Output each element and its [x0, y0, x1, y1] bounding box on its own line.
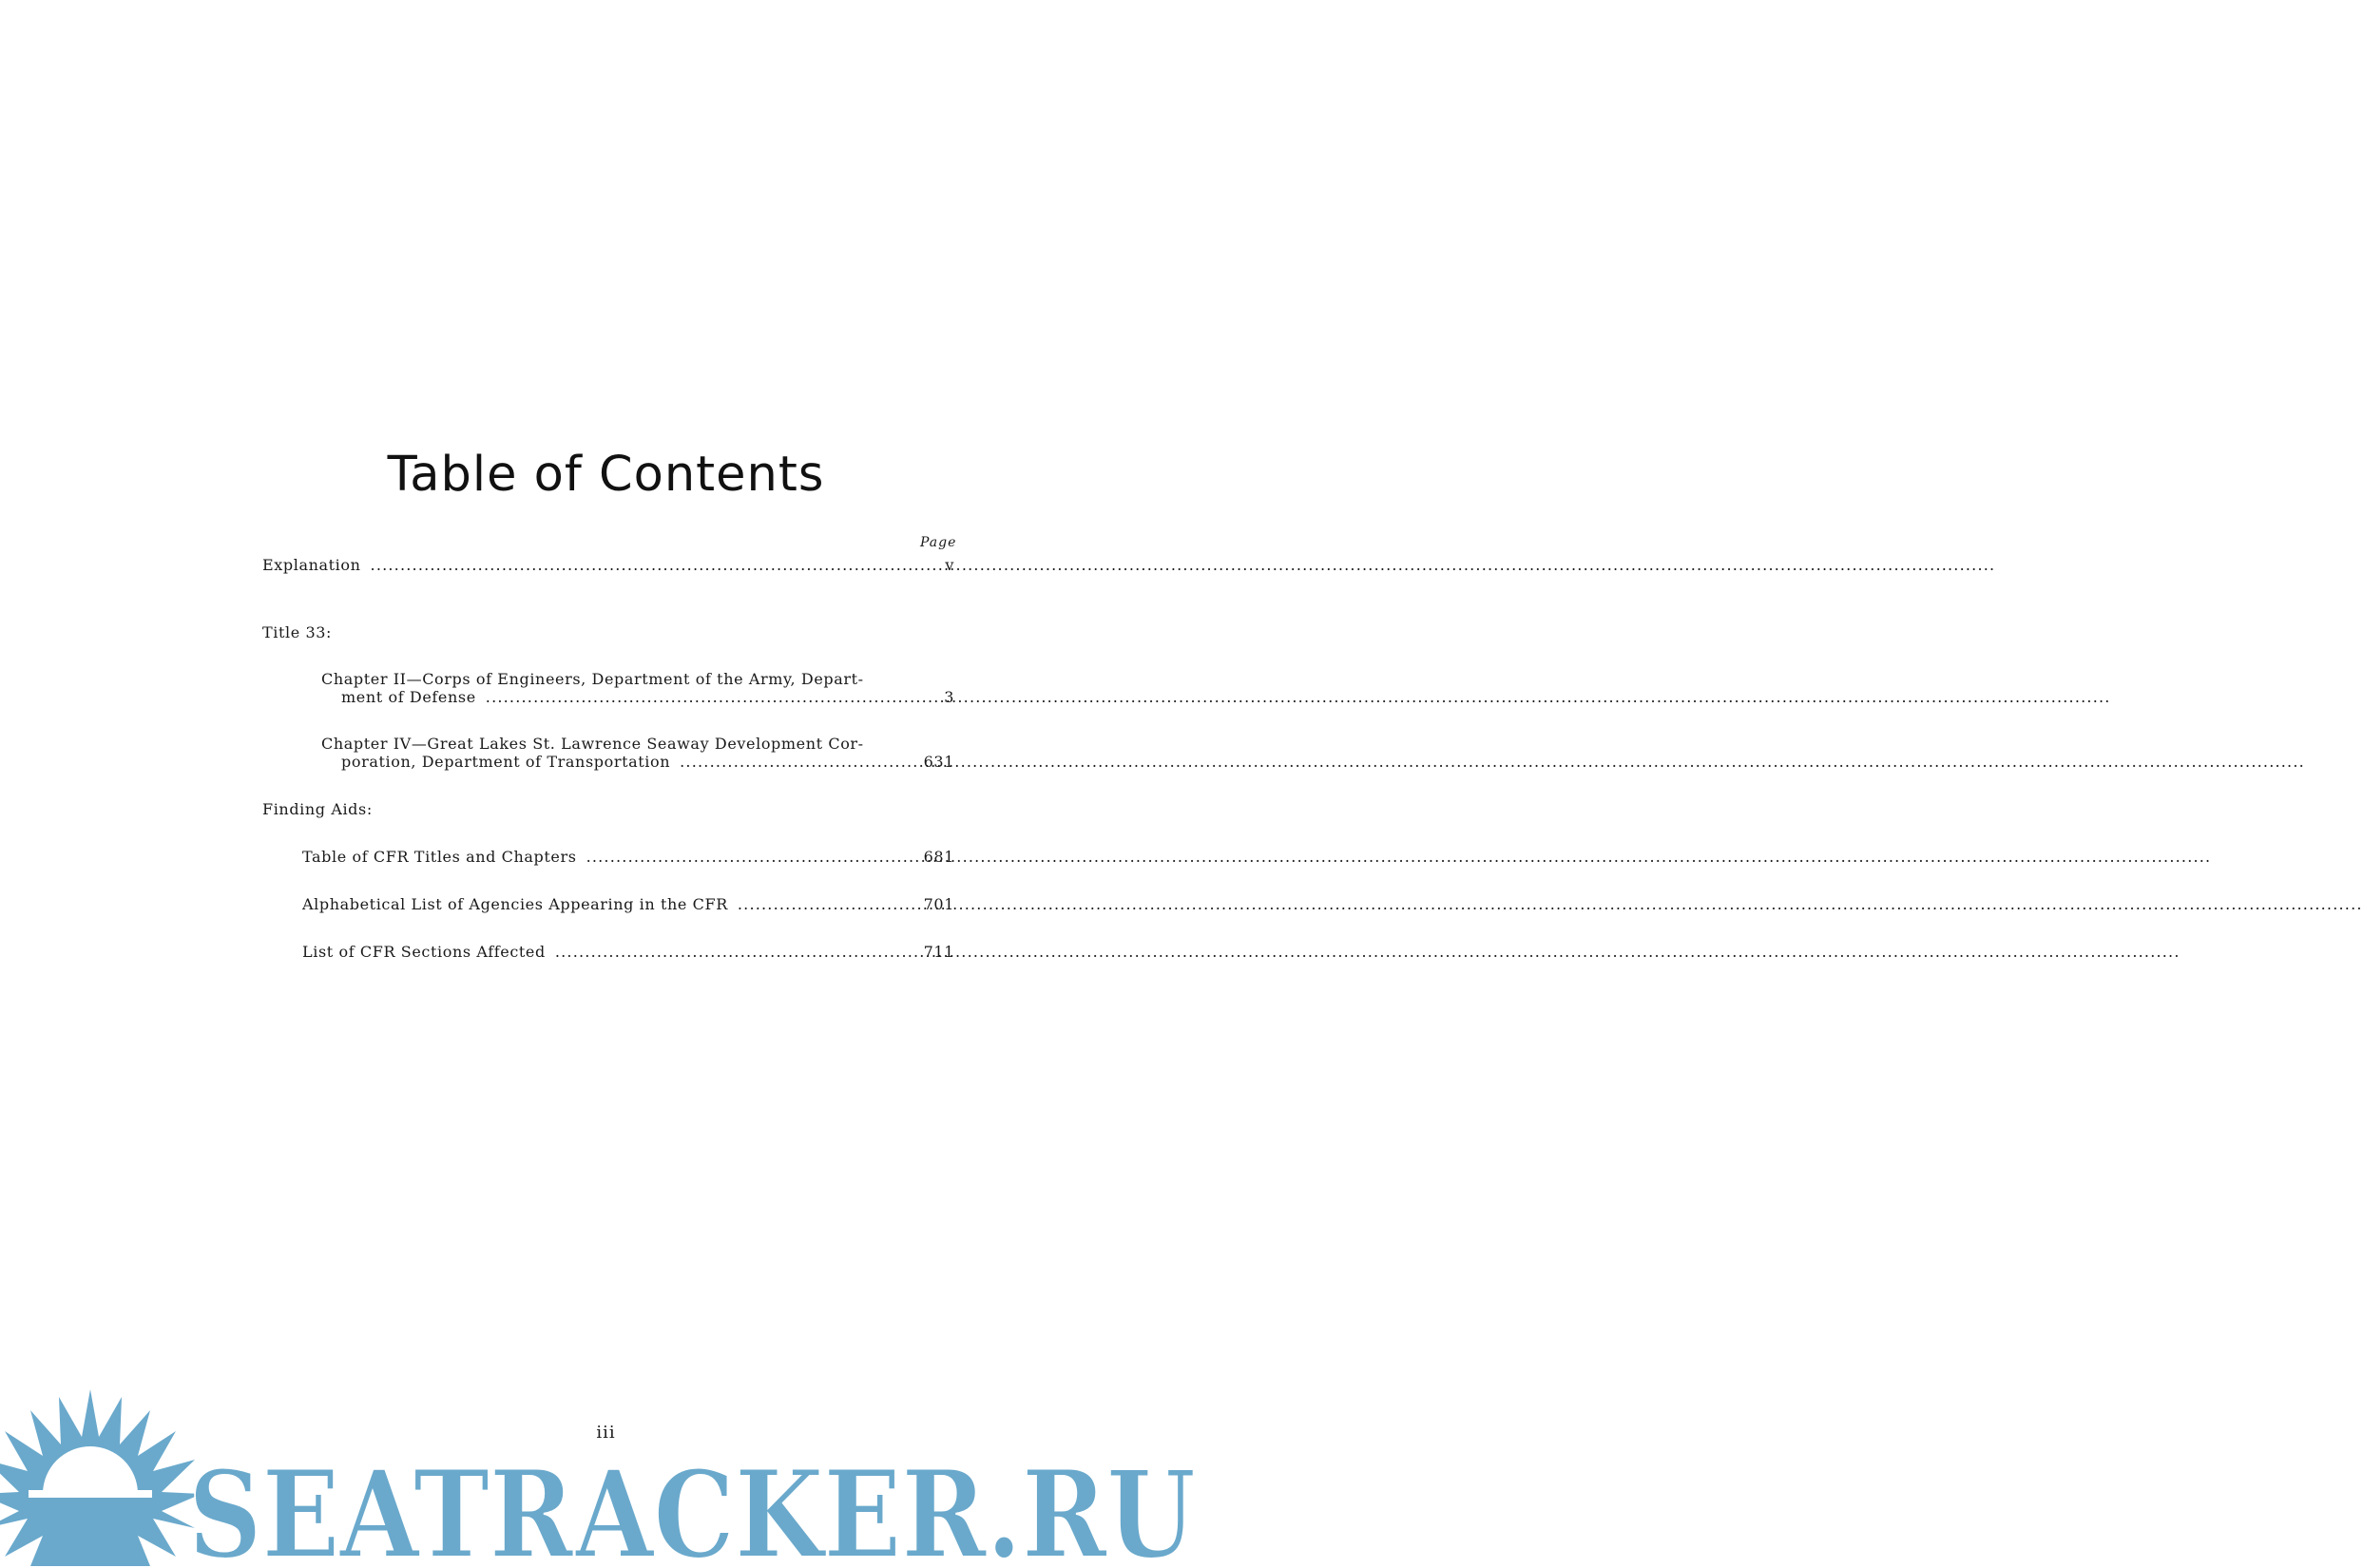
- dot-leader: [738, 895, 2363, 913]
- toc-entry-label: Alphabetical List of Agencies Appearing in the CFR: [302, 895, 728, 913]
- sunburst-logo-icon: [0, 1389, 202, 1566]
- dot-leader: [555, 943, 2180, 961]
- page-title: Table of Contents: [387, 447, 825, 503]
- toc-entry-label: Table of CFR Titles and Chapters: [302, 848, 577, 866]
- watermark-text: SEATRACKER.RU: [188, 1444, 1196, 1568]
- toc-entry-label-line2: poration, Department of Transportation: [341, 753, 671, 771]
- page-number: iii: [596, 1423, 616, 1443]
- toc-page-number: 711: [923, 943, 954, 961]
- toc-entry-label: Explanation: [262, 556, 361, 574]
- toc-page-number: v: [945, 556, 954, 574]
- toc-entry-chapter-ii[interactable]: [321, 670, 882, 706]
- toc-entry-cfr-titles[interactable]: [302, 848, 882, 866]
- toc-page-number: 3: [944, 688, 954, 706]
- toc-page-number: 701: [923, 895, 954, 913]
- toc-entry-label-line1: Chapter IV—Great Lakes St. Lawrence Seaway Development Cor-: [321, 735, 864, 753]
- page-column-label: Page: [920, 535, 957, 550]
- dot-leader: [486, 688, 2111, 706]
- section-heading-title-33: Title 33:: [262, 623, 333, 641]
- toc-page-number: 681: [923, 848, 954, 866]
- toc-entry-sections-affected[interactable]: [302, 943, 882, 961]
- section-heading-finding-aids: Finding Aids:: [262, 800, 373, 818]
- toc-page-number: 631: [923, 753, 954, 771]
- toc-entry-chapter-iv[interactable]: [321, 735, 882, 771]
- toc-entry-label-line1: Chapter II—Corps of Engineers, Department of the Army, Depart-: [321, 670, 864, 688]
- toc-entry-label-line2: ment of Defense: [341, 688, 476, 706]
- watermark: [0, 1387, 1212, 1568]
- toc-entry-agencies-list[interactable]: [302, 895, 882, 913]
- toc-entry-explanation[interactable]: [262, 556, 882, 574]
- toc-entry-label: List of CFR Sections Affected: [302, 943, 546, 961]
- dot-leader: [586, 848, 2212, 866]
- dot-leader: [371, 556, 1996, 574]
